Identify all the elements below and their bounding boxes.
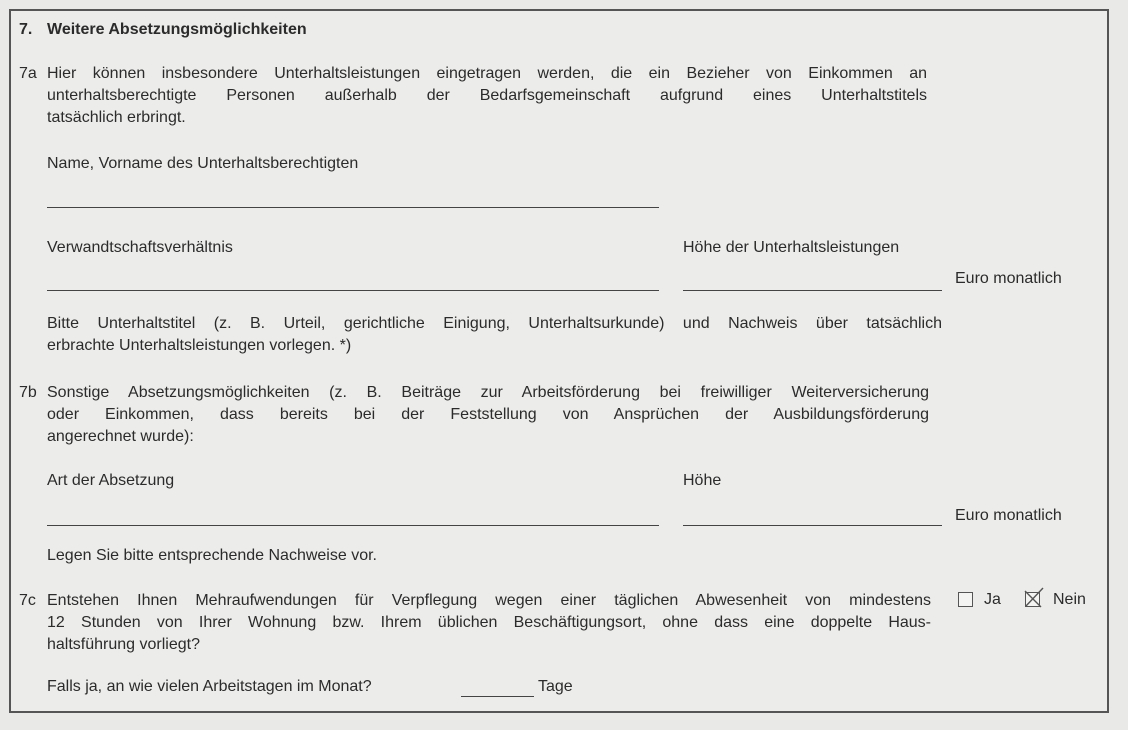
- item-7c-question: [47, 590, 931, 656]
- item-7a-note-line: Bitte Unterhaltstitel (z. B. Urteil, gerichtliche Einigung, Unterhaltsurkunde) und Nachweis über tatsächlich: [47, 315, 942, 332]
- no-label: Nein: [1053, 591, 1086, 608]
- deduction-unit: Euro monatlich: [955, 507, 1062, 524]
- checkmark-x-icon: [1022, 586, 1046, 610]
- item-7b-intro-line: Sonstige Absetzungsmöglichkeiten (z. B. Beiträge zur Arbeitsförderung bei freiwilliger Weiterversicherung: [47, 384, 929, 401]
- item-7a-intro-line: tatsächlich erbringt.: [47, 109, 186, 126]
- item-7c-question-line: 12 Stunden von Ihrer Wohnung bzw. Ihrem üblichen Beschäftigungsort, ohne dass eine doppelte Haus-: [47, 614, 931, 631]
- deduction-amount-input-line[interactable]: [683, 525, 942, 526]
- section-title: Weitere Absetzungsmöglichkeiten: [47, 21, 307, 38]
- item-7a-intro: [47, 63, 927, 129]
- maintenance-amount-label: Höhe der Unterhaltsleistungen: [683, 239, 900, 256]
- deduction-type-label: Art der Absetzung: [47, 472, 175, 489]
- days-unit: Tage: [538, 678, 573, 695]
- maintenance-unit: Euro monatlich: [955, 270, 1062, 287]
- days-input-line[interactable]: [461, 696, 534, 697]
- deduction-type-input-line[interactable]: [47, 525, 659, 526]
- yes-checkbox[interactable]: [958, 592, 973, 607]
- item-7b-intro-line: angerechnet wurde):: [47, 428, 194, 445]
- days-question: Falls ja, an wie vielen Arbeitstagen im Monat?: [47, 678, 372, 695]
- relation-input-line[interactable]: [47, 290, 659, 291]
- item-7b-number: 7b: [19, 384, 37, 401]
- relation-label: Verwandtschaftsverhältnis: [47, 239, 233, 256]
- no-checkbox[interactable]: [1025, 592, 1040, 607]
- name-input-line[interactable]: [47, 207, 659, 208]
- yes-label: Ja: [984, 591, 1001, 608]
- section-number: 7.: [19, 21, 33, 38]
- item-7c-question-line: Entstehen Ihnen Mehraufwendungen für Verpflegung wegen einer täglichen Abwesenheit von mindestens: [47, 592, 931, 609]
- deduction-amount-label: Höhe: [683, 472, 722, 489]
- item-7a-intro-line: unterhaltsberechtigte Personen außerhalb der Bedarfsgemeinschaft aufgrund eines Unterhaltstitels: [47, 87, 927, 104]
- item-7a-note-line: erbrachte Unterhaltsleistungen vorlegen. *): [47, 337, 352, 354]
- item-7a-note: [47, 313, 942, 357]
- item-7c-number: 7c: [19, 592, 36, 609]
- item-7c-question-line: haltsführung vorliegt?: [47, 636, 200, 653]
- item-7a-intro-line: Hier können insbesondere Unterhaltsleistungen eingetragen werden, die ein Bezieher von Einkommen an: [47, 65, 927, 82]
- item-7b-intro-line: oder Einkommen, dass bereits bei der Feststellung von Ansprüchen der Ausbildungsförderung: [47, 406, 929, 423]
- item-7b-note: Legen Sie bitte entsprechende Nachweise vor.: [47, 547, 377, 564]
- name-label: Name, Vorname des Unterhaltsberechtigten: [47, 155, 359, 172]
- item-7a-number: 7a: [19, 65, 37, 82]
- maintenance-amount-input-line[interactable]: [683, 290, 942, 291]
- item-7b-intro: [47, 382, 929, 448]
